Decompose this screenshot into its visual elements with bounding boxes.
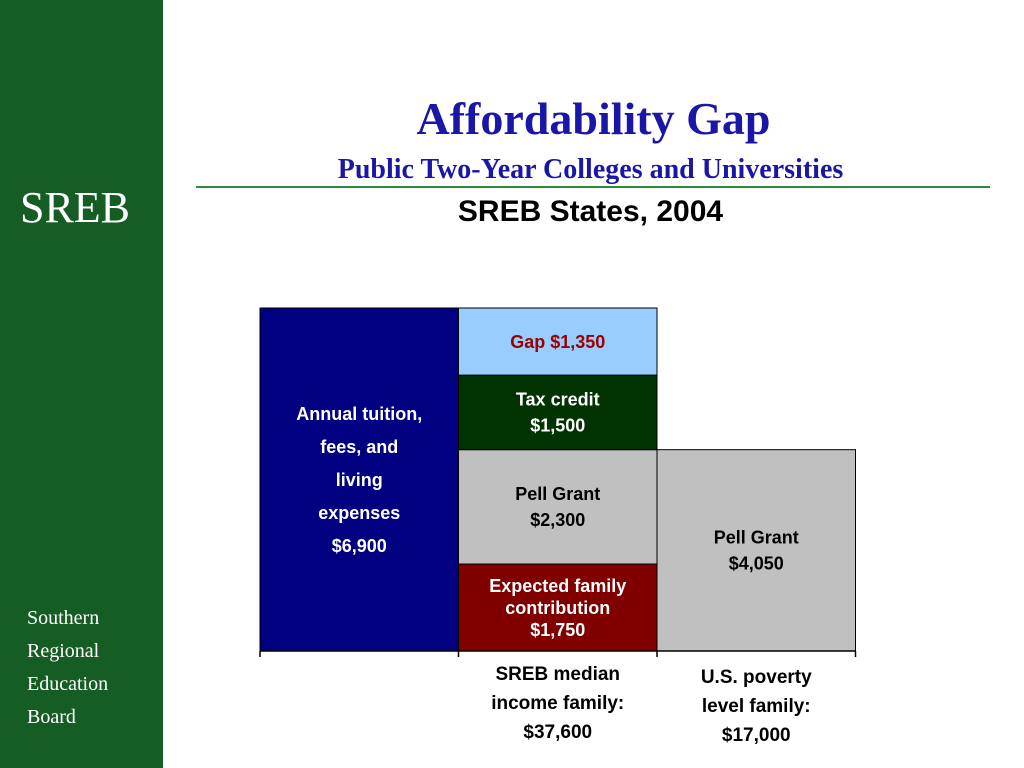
- org-line: Southern: [27, 607, 100, 629]
- segment-label: Pell Grant: [713, 527, 799, 548]
- segment-label: Pell Grant: [515, 484, 601, 505]
- segment-label: contribution: [505, 597, 611, 618]
- segment-label: $6,900: [331, 535, 387, 556]
- bar-segment: [657, 450, 856, 651]
- segment-label: $1,750: [530, 619, 586, 640]
- segment-label: Expected family: [489, 575, 627, 596]
- sreb-logo-text: SREB: [19, 183, 131, 232]
- segment-label: $1,500: [530, 415, 586, 436]
- segment-label: $4,050: [728, 553, 784, 574]
- segment-label: fees, and: [320, 436, 399, 457]
- category-tick-label: level family:: [701, 696, 811, 717]
- category-tick-label: SREB median: [495, 664, 621, 685]
- org-line: Board: [27, 706, 76, 728]
- segment-label: $2,300: [530, 510, 586, 531]
- category-tick-label: income family:: [491, 693, 625, 714]
- org-line: Education: [27, 673, 109, 695]
- category-tick-label: $17,000: [721, 725, 791, 746]
- bar-segment: [459, 375, 658, 450]
- segment-label: Gap $1,350: [510, 331, 606, 352]
- segment-label: expenses: [318, 502, 401, 523]
- bar-segment: [459, 450, 658, 564]
- category-tick-label: $37,600: [523, 722, 593, 743]
- category-tick-label: U.S. poverty: [700, 667, 812, 688]
- segment-label: Tax credit: [515, 389, 600, 410]
- org-line: Regional: [27, 640, 100, 662]
- slide-subtitle: Public Two-Year Colleges and Universities: [337, 154, 844, 185]
- slide-subtitle-states-year: SREB States, 2004: [457, 195, 724, 228]
- segment-label: living: [335, 469, 383, 490]
- segment-label: Annual tuition,: [296, 403, 423, 424]
- slide-title: Affordability Gap: [416, 93, 771, 144]
